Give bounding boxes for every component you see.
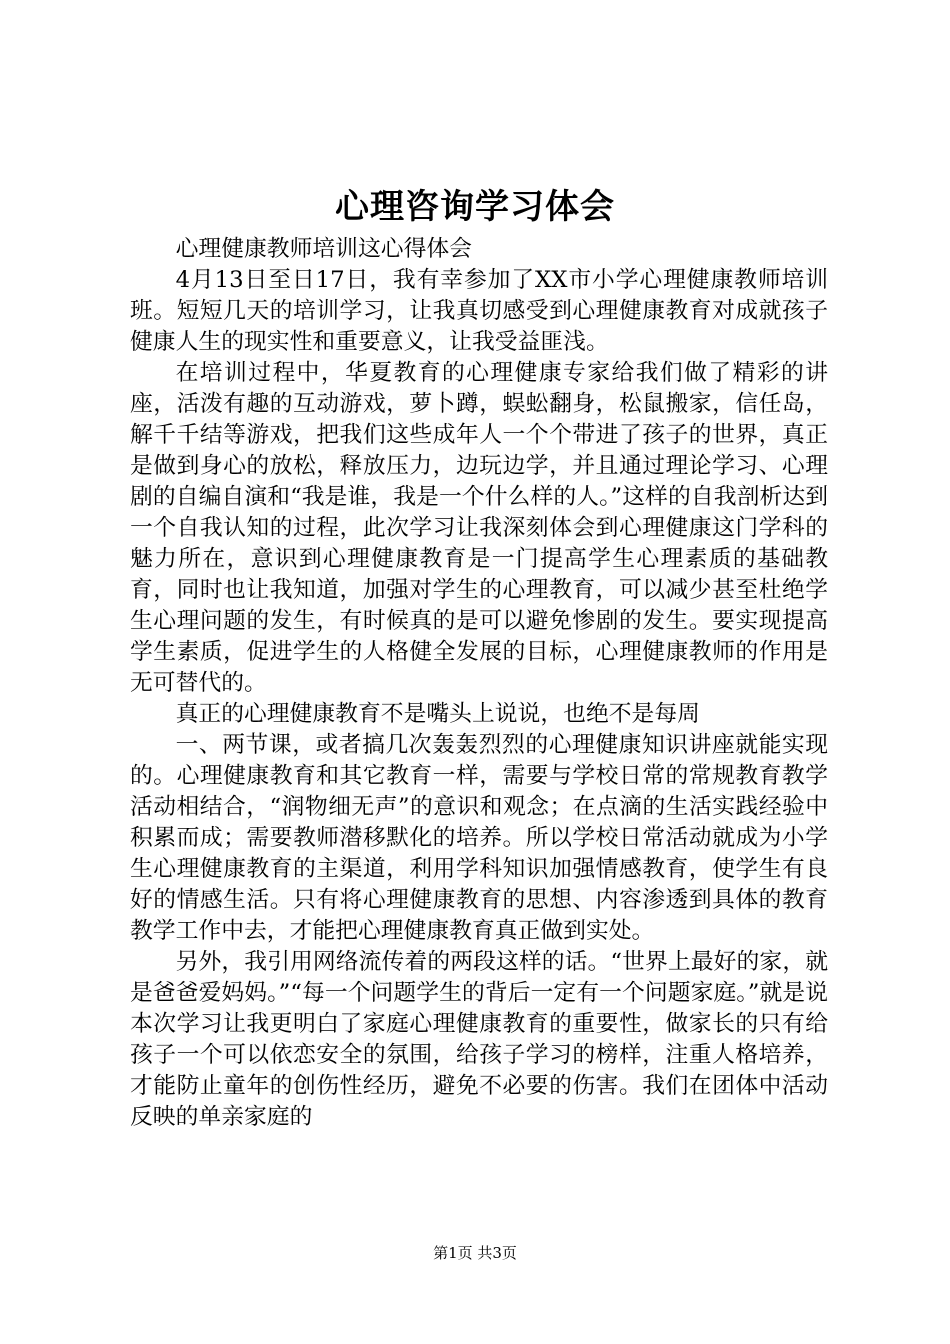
document-body: [130, 234, 828, 1133]
paragraph-intro: 4月13日至日17日，我有幸参加了XX市小学心理健康教师培训班。短短几天的培训学习，让我真切感受到心理健康教育对成就孩子健康人生的现实性和重要意义，让我受益匪浅。: [130, 267, 828, 355]
page-number-footer: 第1页 共3页: [433, 1244, 517, 1262]
paragraph-daily-activities: 一、两节课，或者搞几次轰轰烈烈的心理健康知识讲座就能实现的。心理健康教育和其它教育一样，需要与学校日常的常规教育教学活动相结合，“润物细无声”的意识和观念；在点滴的生活实践经验中积累而成；需要教师潜移默化的培养。所以学校日常活动就成为小学生心理健康教育的主渠道，利用学科知识加强情感教育，使学生有良好的情感生活。只有将心理健康教育的思想、内容渗透到具体的教育教学工作中去，才能把心理健康教育真正做到实处。: [130, 732, 828, 944]
document-title: 心理咨询学习体会: [335, 187, 615, 227]
paragraph-true-education: 真正的心理健康教育不是嘴头上说说，也绝不是每周: [175, 701, 700, 727]
paragraph-subtitle: 心理健康教师培训这心得体会: [175, 236, 472, 262]
paragraph-training: 在培训过程中，华夏教育的心理健康专家给我们做了精彩的讲座，活泼有趣的互动游戏，萝卜蹲，蜈蚣翻身，松鼠搬家，信任岛，解千千结等游戏，把我们这些成年人一个个带进了孩子的世界，真正是做到身心的放松，释放压力，边玩边学，并且通过理论学习、心理剧的自编自演和“我是谁，我是一个什么样的人。”这样的自我剖析达到一个自我认知的过程，此次学习让我深刻体会到心理健康这门学科的魅力所在，意识到心理健康教育是一门提高学生心理素质的基础教育，同时也让我知道，加强对学生的心理教育，可以减少甚至杜绝学生心理问题的发生，有时候真的是可以避免惨剧的发生。要实现提高学生素质，促进学生的人格健全发展的目标，心理健康教师的作用是无可替代的。: [130, 360, 828, 696]
paragraph-family: 另外，我引用网络流传着的两段这样的话。“世界上最好的家，就是爸爸爱妈妈。”“每一个问题学生的背后一定有一个问题家庭。”就是说本次学习让我更明白了家庭心理健康教育的重要性，做家长的只有给孩子一个可以依恋安全的氛围，给孩子学习的榜样，注重人格培养，才能防止童年的创伤性经历，避免不必要的伤害。我们在团体中活动反映的单亲家庭的: [130, 949, 828, 1130]
